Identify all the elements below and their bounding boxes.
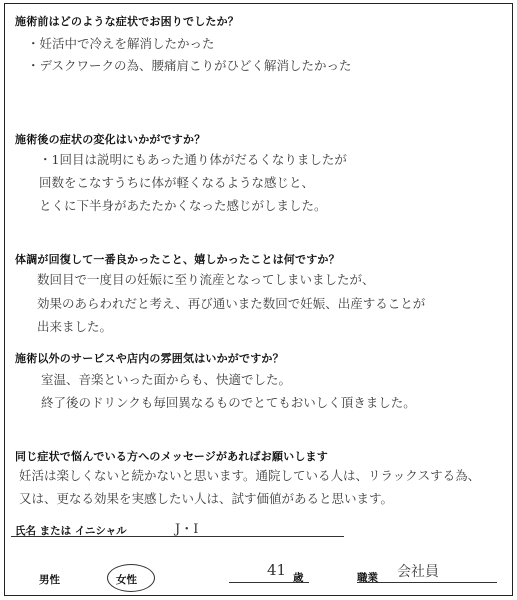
question-1-label: 施術前はどのような症状でお困りでしたか？ xyxy=(15,15,239,28)
answer-2-line-3: とくに下半身があたたかくなった感じがしました。 xyxy=(39,198,327,213)
answer-2-line-1: ・1回目は説明にもあった通り体がだるくなりましたが xyxy=(39,152,347,167)
age-underline xyxy=(229,582,309,583)
age-unit: 歳 xyxy=(293,572,304,584)
occupation-label: 職業 xyxy=(357,572,378,584)
answer-3-line-3: 出来ました。 xyxy=(37,319,113,334)
answer-5-line-1: 妊活は楽しくないと続かないと思います。通院している人は、リラックスする為、 xyxy=(19,468,481,483)
answer-3-line-2: 効果のあらわれだと考え、再び通いまた数回で妊娠、出産することが xyxy=(37,296,426,311)
name-underline xyxy=(11,536,344,537)
answer-2-line-2: 回数をこなすうちに体が軽くなるような感じと、 xyxy=(39,175,315,190)
answer-4-line-2: 終了後のドリンクも毎回異なるものでとてもおいしく頂きました。 xyxy=(41,395,416,410)
question-2-label: 施術後の症状の変化はいかがですか？ xyxy=(15,133,206,146)
male-label: 男性 xyxy=(39,574,60,586)
question-3-label: 体調が回復して一番良かったこと、嬉しかったことは何ですか？ xyxy=(15,253,340,266)
female-label: 女性 xyxy=(116,574,137,586)
name-label: 氏名 または イニシャル xyxy=(15,525,127,537)
question-5-label: 同じ症状で悩んでいる方へのメッセージがあればお願いします xyxy=(15,450,328,463)
occupation-value: 会社員 xyxy=(397,564,439,580)
name-value: J・I xyxy=(175,522,199,537)
answer-5-line-2: 又は、更なる効果を実感したい人は、試す価値があると思います。 xyxy=(19,491,394,506)
survey-sheet xyxy=(4,3,513,596)
answer-1-line-2: ・デスクワークの為、腰痛肩こりがひどく解消したかった xyxy=(27,58,352,73)
answer-4-line-1: 室温、音楽といった面からも、快適でした。 xyxy=(41,372,292,387)
female-selected-circle xyxy=(107,564,155,592)
question-4-label: 施術以外のサービスや店内の雰囲気はいかがですか？ xyxy=(15,352,284,365)
answer-1-line-1: ・妊活中で冷えを解消したかった xyxy=(27,36,215,51)
answer-3-line-1: 数回目で一度目の妊娠に至り流産となってしまいましたが、 xyxy=(37,272,375,287)
occupation-underline xyxy=(357,582,497,583)
age-value: 41 xyxy=(267,561,287,579)
